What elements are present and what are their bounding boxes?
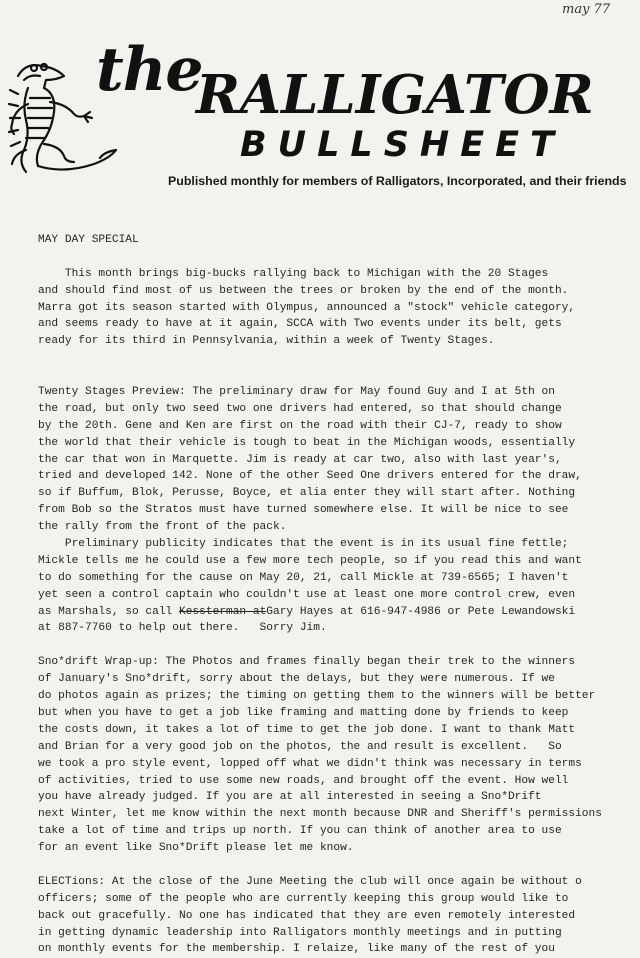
text-line: and seems ready to have at it again, SCCA with Two events under its belt, gets xyxy=(38,318,562,331)
text-line: of January's Sno*drift, sorry about the delays, but they were numerous. If we xyxy=(38,673,555,686)
text-line-end: Gary Hayes at 616-947-4986 or Pete Lewandowski xyxy=(266,605,576,618)
text-line: Sno*drift Wrap-up: The Photos and frames finally began their trek to the winners xyxy=(38,656,576,669)
snodrift-section xyxy=(38,654,618,857)
text-line: on monthly events for the membership. I relaize, like many of the rest of you xyxy=(38,943,555,956)
text-line: in getting dynamic leadership into Ralligators monthly meetings and in putting xyxy=(38,926,562,939)
text-line: yet seen a control captain who couldn't use at least one more control crew, even xyxy=(38,588,576,601)
text-line: from Bob so the Stratos must have turned somewhere else. It will be nice to see xyxy=(38,504,569,517)
masthead-title-ralligator: RALLIGATOR xyxy=(196,64,594,126)
text-line: take a lot of time and trips up north. If you can think of another area to use xyxy=(38,825,562,838)
text-line: the world that their vehicle is tough to beat in the Michigan woods, essentially xyxy=(38,436,576,449)
handwritten-date-note: may 77 xyxy=(562,2,611,17)
section-heading: MAY DAY SPECIAL xyxy=(38,234,139,246)
masthead-tagline: Published monthly for members of Ralligators, Incorporated, and their friends xyxy=(168,174,627,188)
text-line: so if Buffum, Blok, Perusse, Boyce, et alia enter they will start after. Nothing xyxy=(38,487,576,500)
text-line: the costs down, it takes a lot of time to get the job done. I want to thank Matt xyxy=(38,723,576,736)
text-line: to do something for the cause on May 20, 21, call Mickle at 739-6565; I haven't xyxy=(38,571,569,584)
twenty-stages-section xyxy=(38,384,618,637)
text-line: tried and developed 142. None of the other Seed One drivers entered for the draw, xyxy=(38,470,582,483)
text-line: ready for its third in Pennsylvania, within a week of Twenty Stages. xyxy=(38,335,495,348)
elections-section xyxy=(38,874,618,958)
text-line: we took a pro style event, lopped off what we didn't think was necessary in terms xyxy=(38,757,582,770)
text-line: Mickle tells me he could use a few more tech people, so if you read this and want xyxy=(38,554,582,567)
text-line: do photos again as prizes; the timing on getting them to the winners will be better xyxy=(38,690,596,703)
text-line: next Winter, let me know within the next month because DNR and Sheriff's permissions xyxy=(38,808,602,821)
intro-paragraph xyxy=(38,266,618,350)
text-line: Twenty Stages Preview: The preliminary draw for May found Guy and I at 5th on xyxy=(38,386,555,399)
text-line: for an event like Sno*Drift please let me know. xyxy=(38,842,354,855)
struck-out-text: Kessterman at xyxy=(179,605,267,618)
text-line: back out gracefully. No one has indicated that they are even remotely interested xyxy=(38,909,576,922)
text-line-start: as Marshals, so call xyxy=(38,605,179,618)
text-line: Preliminary publicity indicates that the event is in its usual fine fettle; xyxy=(38,538,569,551)
text-line: by the 20th. Gene and Ken are first on the road with their CJ-7, ready to show xyxy=(38,419,562,432)
text-line: the car that won in Marquette. Jim is ready at car two, also with last year's, xyxy=(38,453,562,466)
masthead-title-the: the xyxy=(96,35,203,105)
text-line: but when you have to get a job like framing and matting done by friends to keep xyxy=(38,706,569,719)
text-line: at 887-7760 to help out there. Sorry Jim. xyxy=(38,622,327,635)
text-line: you have already judged. If you are at all interested in seeing a Sno*Drift xyxy=(38,791,542,804)
newsletter-body xyxy=(38,232,618,958)
text-line: and should find most of us between the trees or broken by the end of the month. xyxy=(38,284,569,297)
text-line: ELECTions: At the close of the June Meeting the club will once again be without o xyxy=(38,875,582,888)
text-line: the rally from the front of the pack. xyxy=(38,521,287,534)
text-line: of activities, tried to use some new roads, and brought off the event. How well xyxy=(38,774,569,787)
text-line: the road, but only two seed two one drivers had entered, so that should change xyxy=(38,402,562,415)
text-line: and Brian for a very good job on the photos, the and result is excellent. So xyxy=(38,740,562,753)
text-line xyxy=(38,604,618,621)
masthead-title-bullsheet: BULLSHEET xyxy=(240,125,565,165)
text-line: This month brings big-bucks rallying back to Michigan with the 20 Stages xyxy=(38,267,549,280)
text-line: Marra got its season started with Olympus, announced a "stock" vehicle category, xyxy=(38,301,576,314)
text-line: officers; some of the people who are currently keeping this group would like to xyxy=(38,892,569,905)
